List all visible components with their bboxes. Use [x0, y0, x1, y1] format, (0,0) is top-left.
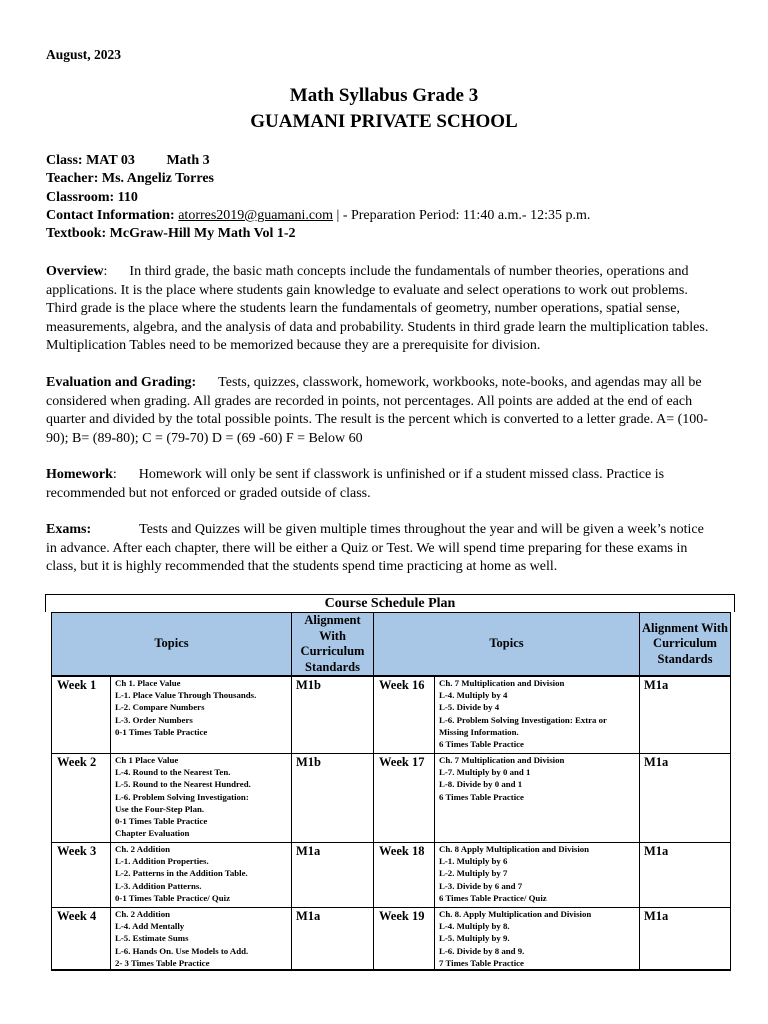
table-row	[52, 754, 731, 843]
document-date: August, 2023	[46, 47, 122, 62]
topic-line: L-7. Multiply by 0 and 1	[439, 767, 531, 778]
topic-line: Ch 1. Place Value	[115, 678, 181, 688]
week-cell: Week 2	[52, 754, 111, 843]
topic-line: L-8. Divide by 0 and 1	[439, 779, 523, 790]
topic-line: L-3. Order Numbers	[115, 714, 193, 725]
topic-line: Missing Information.	[439, 726, 519, 737]
topic-line: Use the Four-Step Plan.	[115, 803, 205, 814]
week-cell: Week 1	[52, 676, 111, 754]
topics-header: Topics	[374, 613, 640, 677]
table-row	[52, 676, 731, 754]
topic-line: Ch. 7 Multiplication and Division	[439, 755, 565, 765]
topic-line: L-4. Multiply by 8.	[439, 921, 510, 932]
school-name: GUAMANI PRIVATE SCHOOL	[250, 111, 518, 132]
class-label: Class:	[46, 153, 83, 168]
course-schedule-table	[51, 612, 731, 971]
topics-cell	[435, 676, 640, 754]
topic-line: 0-1 Times Table Practice	[115, 726, 208, 737]
standard-cell: M1a	[640, 676, 731, 754]
topic-line: L-1. Multiply by 6	[439, 856, 508, 867]
topics-cell	[435, 908, 640, 971]
topics-header: Topics	[52, 613, 292, 677]
topic-line: L-3. Addition Patterns.	[115, 880, 202, 891]
week-cell: Week 19	[374, 908, 435, 971]
overview-text: In third grade, the basic math concepts include the fundamentals of number theories, operations and applications. It is the place where students gain knowledge to evaluate and select operations to work out problems. Third grade is the place where the students learn the fundamentals of geometry, number operations, spatial sense, measurements, algebra, and the analysis of data and probability. Students in third grade learn the multiplication tables. Multiplication Tables need to be memorized because they are a prerequisite for division.	[46, 264, 709, 353]
week-cell: Week 17	[374, 754, 435, 843]
topic-line: L-4. Round to the Nearest Ten.	[115, 767, 231, 778]
week-cell: Week 18	[374, 843, 435, 908]
evaluation-label: Evaluation and Grading:	[46, 375, 197, 390]
standard-cell: M1b	[292, 676, 374, 754]
contact-label: Contact Information:	[46, 207, 175, 223]
document-title: Math Syllabus Grade 3	[289, 85, 479, 106]
topic-line: 6 Times Table Practice	[439, 791, 524, 802]
table-row	[52, 908, 731, 971]
standard-cell: M1a	[292, 908, 374, 971]
topic-line: L-2. Patterns in the Addition Table.	[115, 868, 248, 879]
course-info	[46, 152, 736, 243]
topic-line: L-5. Round to the Nearest Hundred.	[115, 779, 251, 790]
topic-line: 6 Times Table Practice	[439, 739, 524, 750]
topic-line: L-6. Problem Solving Investigation: Extra or	[439, 714, 607, 725]
topics-cell	[111, 676, 292, 754]
topic-line: L-4. Multiply by 4	[439, 690, 508, 701]
homework-section	[46, 466, 718, 503]
evaluation-section	[46, 374, 718, 448]
topic-line: Ch. 2 Addition	[115, 844, 171, 854]
standard-cell: M1a	[640, 754, 731, 843]
overview-colon: :	[103, 264, 108, 279]
alignment-header: Alignment With Curriculum Standards	[292, 613, 374, 677]
homework-label: Homework	[46, 467, 113, 482]
table-row	[52, 843, 731, 908]
standard-cell: M1a	[640, 843, 731, 908]
contact-rest: | - Preparation Period: 11:40 a.m.- 12:35 p.m.	[333, 207, 591, 223]
topic-line: L-2. Compare Numbers	[115, 702, 205, 713]
homework-text: Homework will only be sent if classwork is unfinished or if a student missed class. Practice is recommended but not enforced or graded outside of class.	[46, 467, 665, 501]
topic-line: Ch. 7 Multiplication and Division	[439, 678, 565, 688]
topic-line: L-6. Problem Solving Investigation:	[115, 791, 249, 802]
textbook-line: Textbook: McGraw-Hill My Math Vol 1-2	[46, 226, 296, 242]
topic-line: Ch. 8. Apply Multiplication and Division	[439, 909, 592, 919]
topic-line: L-5. Estimate Sums	[115, 933, 189, 944]
topics-cell	[435, 754, 640, 843]
topics-cell	[435, 843, 640, 908]
overview-section	[46, 263, 718, 356]
topic-line: Ch. 8 Apply Multiplication and Division	[439, 844, 590, 854]
week-cell: Week 4	[52, 908, 111, 971]
overview-label: Overview	[46, 264, 104, 279]
exams-label: Exams:	[46, 522, 92, 537]
topic-line: 0-1 Times Table Practice	[115, 816, 208, 827]
contact-email-link[interactable]: atorres2019@guamani.com	[178, 207, 334, 223]
standard-cell: M1a	[292, 843, 374, 908]
topic-line: L-4. Add Mentally	[115, 921, 185, 932]
class-code: MAT 03	[86, 153, 135, 168]
topic-line: L-3. Divide by 6 and 7	[439, 880, 523, 891]
standard-cell: M1a	[640, 908, 731, 971]
topic-line: Chapter Evaluation	[115, 828, 190, 839]
topic-line: L-5. Multiply by 9.	[439, 933, 510, 944]
exams-text: Tests and Quizzes will be given multiple times throughout the year and will be given a week’s notice in advance. After each chapter, there will be either a Quiz or Test. We will spend time preparing for these exams in class, but it is highly recommended that the students spend time practicing at home as well.	[46, 522, 704, 574]
topic-line: Ch 1 Place Value	[115, 755, 179, 765]
standard-cell: M1b	[292, 754, 374, 843]
topics-cell	[111, 843, 292, 908]
topic-line: L-6. Hands On. Use Models to Add.	[115, 945, 249, 956]
topic-line: 6 Times Table Practice/ Quiz	[439, 892, 547, 903]
topics-cell	[111, 754, 292, 843]
topics-cell	[111, 908, 292, 971]
teacher-line: Teacher: Ms. Angeliz Torres	[46, 171, 214, 187]
topic-line: 2- 3 Times Table Practice	[115, 957, 210, 968]
evaluation-text: Tests, quizzes, classwork, homework, workbooks, note-books, and agendas may all be considered when grading. All grades are recorded in points, not percentages. All points are added at the end of each quarter and divided by the total possible points. The result is the percent which is converted to a letter grade. A= (100-90); B= (89-80); C = (79-70) D = (69 -60) F = Below 60	[46, 375, 708, 446]
topic-line: Ch. 2 Addition	[115, 909, 171, 919]
schedule-header-row	[52, 613, 731, 677]
classroom-line: Classroom: 110	[46, 189, 138, 205]
class-row	[46, 152, 736, 170]
topic-line: L-1. Place Value Through Thousands.	[115, 690, 257, 701]
topic-line: L-2. Multiply by 7	[439, 868, 508, 879]
topic-line: L-5. Divide by 4	[439, 702, 500, 713]
schedule-title: Course Schedule Plan	[45, 594, 735, 612]
homework-colon: :	[112, 467, 117, 482]
contact-row	[46, 207, 736, 225]
topic-line: L-6. Divide by 8 and 9.	[439, 945, 525, 956]
alignment-header: Alignment With Curriculum Standards	[640, 613, 731, 677]
topic-line: 7 Times Table Practice	[439, 957, 524, 968]
week-cell: Week 3	[52, 843, 111, 908]
topic-line: L-1. Addition Properties.	[115, 856, 209, 867]
class-name: Math 3	[166, 153, 210, 168]
topic-line: 0-1 Times Table Practice/ Quiz	[115, 892, 231, 903]
week-cell: Week 16	[374, 676, 435, 754]
exams-section	[46, 521, 718, 577]
